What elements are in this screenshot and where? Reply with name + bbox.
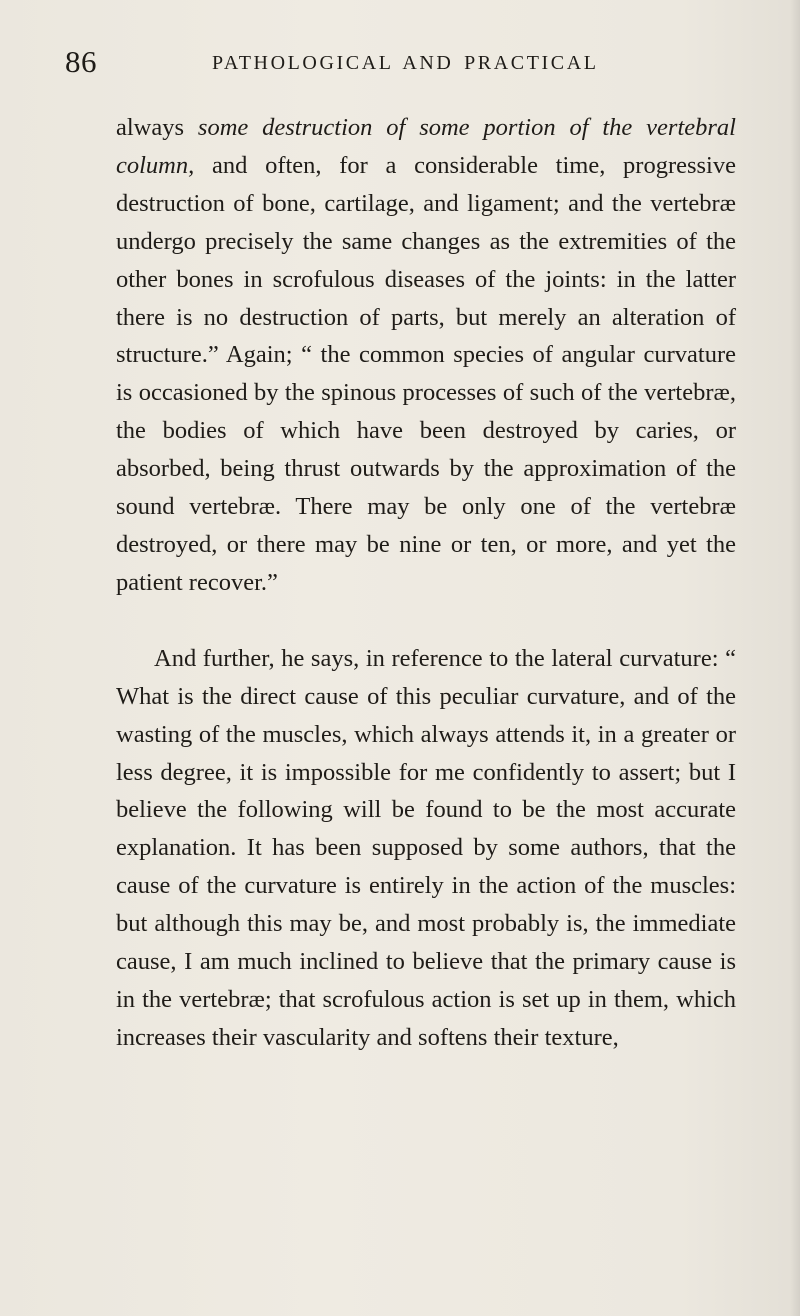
body-text: [116, 109, 736, 1057]
page-number: 86: [65, 44, 97, 79]
paragraph-1-lead: always: [116, 114, 198, 141]
paragraph-2: And further, he says, in reference to the lateral curvature: “ What is the direct cause of this peculiar curvature, and of the wasting of the muscles, which always attends it, in a greater or less degree, it is impossible for me confidently to assert; but I believe the following will be found to be the most accurate explanation. It has been supposed by some authors, that the cause of the curvature is entirely in the action of the muscles: but although this may be, and most probably is, the immediate cause, I am much inclined to believe that the primary cause is in the vertebræ; that scrofulous action is set up in them, which increases their vascularity and softens their texture,: [116, 644, 736, 1051]
page-edge-shadow: [790, 0, 800, 1316]
running-head: PATHOLOGICAL AND PRACTICAL: [212, 52, 599, 74]
paragraph-1: [116, 109, 736, 602]
page-header: [0, 42, 800, 82]
paragraph-1-rest: and often, for a considerable time, progressive destruction of bone, cartilage, and ligament; and the vertebræ undergo precisely the same changes as the extremities of the other bones in scrofulous diseases of the joints: in the latter there is no destruction of parts, but merely an alteration of structure.” Again; “ the common species of angular curvature is occasioned by the spinous processes of such of the vertebræ, the bodies of which have been destroyed by caries, or absorbed, being thrust outwards by the approximation of the sound vertebræ. There may be only one of the vertebræ destroyed, or there may be nine or ten, or more, and yet the patient recover.”: [116, 151, 736, 596]
paragraph-1-italic-phrase: some destruction of some portion of the vertebral column,: [116, 114, 736, 179]
